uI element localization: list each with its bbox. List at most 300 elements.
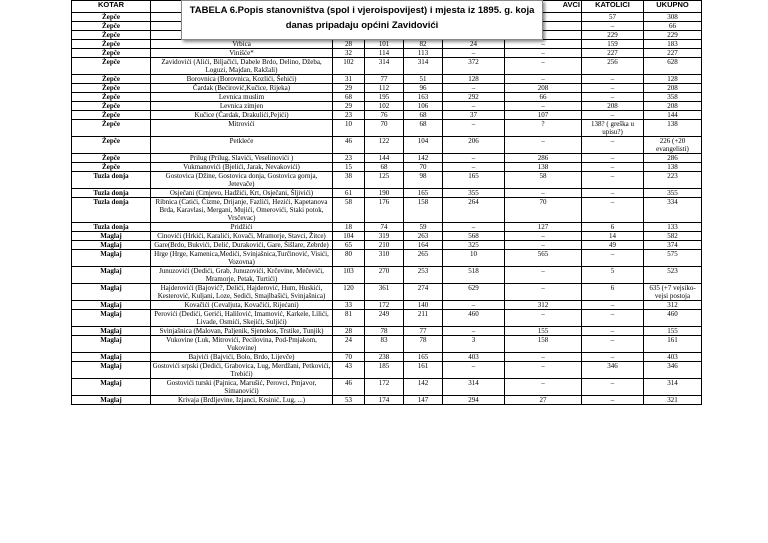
- cell-pravoslavci: –: [505, 49, 582, 58]
- cell-muski: 144: [365, 154, 404, 163]
- cell-katolici: –: [582, 301, 644, 310]
- cell-kotar: Maglaj: [72, 336, 151, 353]
- cell-ukupno: 229: [644, 31, 702, 40]
- cell-muslimani: 568: [443, 232, 505, 241]
- caption-line-2: danas pripadaju općini Zavidovići: [285, 20, 439, 31]
- cell-mjesto: Vukovine (Luk, Mitrovići, Pecilovina, Pod-Pmjakom, Vukovine): [151, 336, 333, 353]
- cell-katolici: –: [582, 396, 644, 405]
- cell-kotar: Žepče: [72, 93, 151, 102]
- cell-kuce: 53: [333, 396, 365, 405]
- cell-zenski: 104: [404, 137, 443, 154]
- cell-kotar: Maglaj: [72, 396, 151, 405]
- cell-katolici: 256: [582, 58, 644, 75]
- cell-katolici: 346: [582, 362, 644, 379]
- cell-muslimani: –: [443, 120, 505, 137]
- census-table: [71, 0, 702, 405]
- table-row: [72, 362, 702, 379]
- cell-muski: 314: [365, 58, 404, 75]
- cell-zenski: 51: [404, 75, 443, 84]
- cell-zenski: 165: [404, 189, 443, 198]
- cell-pravoslavci: –: [505, 40, 582, 49]
- cell-katolici: –: [582, 84, 644, 93]
- table-row: [72, 49, 702, 58]
- cell-ukupno: 321: [644, 396, 702, 405]
- cell-kotar: Tuzla donja: [72, 172, 151, 189]
- cell-zenski: 158: [404, 198, 443, 223]
- cell-kuce: 23: [333, 154, 365, 163]
- cell-muslimani: –: [443, 84, 505, 93]
- cell-pravoslavci: 138: [505, 163, 582, 172]
- table-row: [72, 120, 702, 137]
- cell-kotar: Tuzla donja: [72, 198, 151, 223]
- cell-kotar: Tuzla donja: [72, 223, 151, 232]
- header-kotar: KOTAR: [72, 1, 151, 13]
- cell-kotar: Žepče: [72, 13, 151, 22]
- cell-mjesto: Gare(Brdo, Bukvići, Delić, Durakovići, Gare, Šišlare, Zebrde): [151, 241, 333, 250]
- cell-kuce: 102: [333, 58, 365, 75]
- cell-kotar: Maglaj: [72, 310, 151, 327]
- cell-muslimani: 403: [443, 353, 505, 362]
- cell-zenski: 96: [404, 84, 443, 93]
- cell-muski: 319: [365, 232, 404, 241]
- cell-pravoslavci: –: [505, 284, 582, 301]
- cell-mjesto: Hrge (Hrge, Kamenica,Medići, Svinjašnica,Turčinović, Visići, Vozovna): [151, 250, 333, 267]
- cell-muslimani: –: [443, 327, 505, 336]
- cell-katolici: –: [582, 137, 644, 154]
- cell-katolici: –: [582, 154, 644, 163]
- cell-mjesto: Svinjašnica (Malovan, Paljenik, Sjenokos, Trstike, Tunjik): [151, 327, 333, 336]
- cell-pravoslavci: 107: [505, 111, 582, 120]
- cell-pravoslavci: –: [505, 189, 582, 198]
- cell-mjesto: Levnica zimjen: [151, 102, 333, 111]
- cell-katolici: –: [582, 163, 644, 172]
- cell-muski: 125: [365, 172, 404, 189]
- cell-ukupno: 208: [644, 102, 702, 111]
- cell-pravoslavci: 27: [505, 396, 582, 405]
- cell-kuce: 104: [333, 232, 365, 241]
- cell-kotar: Maglaj: [72, 284, 151, 301]
- cell-kotar: Žepče: [72, 49, 151, 58]
- cell-muslimani: 3: [443, 336, 505, 353]
- cell-muski: 74: [365, 223, 404, 232]
- cell-kuce: 65: [333, 241, 365, 250]
- cell-mjesto: Hajderovići (Bajović?, Delići, Hajderović, Hum, Huskići, Kesterović, Kuljani, Loze, Sedići, Smajlbašići, Svinjašnica): [151, 284, 333, 301]
- cell-kotar: Žepče: [72, 84, 151, 93]
- cell-muski: 249: [365, 310, 404, 327]
- table-row: [72, 189, 702, 198]
- cell-kuce: 28: [333, 40, 365, 49]
- cell-kotar: Žepče: [72, 111, 151, 120]
- cell-ukupno: 155: [644, 327, 702, 336]
- cell-mjesto: Gostovica (Džine, Gostovica donja, Gostovica gornja, Jetevače): [151, 172, 333, 189]
- cell-katolici: –: [582, 75, 644, 84]
- table-row: [72, 223, 702, 232]
- cell-zenski: 265: [404, 250, 443, 267]
- cell-muslimani: 292: [443, 93, 505, 102]
- cell-kuce: 28: [333, 327, 365, 336]
- cell-katolici: –: [582, 250, 644, 267]
- cell-katolici: –: [582, 93, 644, 102]
- cell-zenski: 68: [404, 111, 443, 120]
- cell-pravoslavci: 66: [505, 93, 582, 102]
- cell-ukupno: 208: [644, 84, 702, 93]
- cell-kotar: Žepče: [72, 58, 151, 75]
- cell-mjesto: Vinišće*: [151, 49, 333, 58]
- cell-muski: 270: [365, 267, 404, 284]
- cell-katolici: –: [582, 327, 644, 336]
- header-katolici: KATOLICI: [582, 1, 644, 13]
- cell-muslimani: 518: [443, 267, 505, 284]
- table-row: [72, 232, 702, 241]
- cell-zenski: 98: [404, 172, 443, 189]
- cell-ukupno: 346: [644, 362, 702, 379]
- cell-katolici: –: [582, 198, 644, 223]
- cell-kotar: Žepče: [72, 154, 151, 163]
- cell-pravoslavci: 565: [505, 250, 582, 267]
- cell-kuce: 29: [333, 84, 365, 93]
- table-body: [72, 13, 702, 405]
- cell-muski: 190: [365, 189, 404, 198]
- cell-mjesto: Perovići (Dedići, Gerići, Halilović, Imamović, Karkele, Lilići, Livade, Osmići, Skejići, Suljići): [151, 310, 333, 327]
- cell-kuce: 33: [333, 301, 365, 310]
- cell-katolici: –: [582, 22, 644, 31]
- cell-katolici: 138? ( greška u upisu?): [582, 120, 644, 137]
- cell-pravoslavci: –: [505, 58, 582, 75]
- table-row: [72, 267, 702, 284]
- table-row: [72, 353, 702, 362]
- cell-zenski: 142: [404, 379, 443, 396]
- cell-muski: 238: [365, 353, 404, 362]
- cell-mjesto: Kučice (Čardak, Drakulići,Pejići): [151, 111, 333, 120]
- cell-muslimani: –: [443, 301, 505, 310]
- cell-muslimani: 128: [443, 75, 505, 84]
- cell-pravoslavci: –: [505, 75, 582, 84]
- cell-mjesto: Krivaja (Brdljevine, Izjanci, Krsinić, Lug, ...): [151, 396, 333, 405]
- cell-muslimani: 460: [443, 310, 505, 327]
- cell-pravoslavci: ?: [505, 120, 582, 137]
- cell-muski: 210: [365, 241, 404, 250]
- cell-mjesto: Levnica muslim: [151, 93, 333, 102]
- cell-ukupno: 628: [644, 58, 702, 75]
- cell-muski: 185: [365, 362, 404, 379]
- cell-kotar: Žepče: [72, 22, 151, 31]
- cell-mjesto: Borovnica (Borovnica, Kozlići, Šehići): [151, 75, 333, 84]
- cell-zenski: 78: [404, 336, 443, 353]
- cell-pravoslavci: –: [505, 241, 582, 250]
- cell-muski: 122: [365, 137, 404, 154]
- table-row: [72, 250, 702, 267]
- cell-muslimani: 264: [443, 198, 505, 223]
- cell-pravoslavci: 127: [505, 223, 582, 232]
- cell-kotar: Maglaj: [72, 362, 151, 379]
- cell-mjesto: Gostovići srpski (Dedići, Grabovica, Lug, Merdžani, Petkovići, Trebići): [151, 362, 333, 379]
- cell-kuce: 32: [333, 49, 365, 58]
- table-row: [72, 58, 702, 75]
- cell-ukupno: 460: [644, 310, 702, 327]
- cell-kuce: 80: [333, 250, 365, 267]
- cell-pravoslavci: 312: [505, 301, 582, 310]
- cell-katolici: –: [582, 111, 644, 120]
- cell-katolici: –: [582, 189, 644, 198]
- cell-muslimani: 325: [443, 241, 505, 250]
- cell-kuce: 24: [333, 336, 365, 353]
- cell-muski: 76: [365, 111, 404, 120]
- cell-pravoslavci: –: [505, 267, 582, 284]
- cell-kuce: 58: [333, 198, 365, 223]
- cell-ukupno: 582: [644, 232, 702, 241]
- cell-ukupno: 403: [644, 353, 702, 362]
- cell-pravoslavci: –: [505, 379, 582, 396]
- cell-mjesto: Junuzovići (Dedići, Grab, Junuzovići, Krčevine, Mečevići, Mramorje, Petak, Turtići): [151, 267, 333, 284]
- cell-ukupno: 575: [644, 250, 702, 267]
- cell-kotar: Maglaj: [72, 250, 151, 267]
- cell-ukupno: 308: [644, 13, 702, 22]
- cell-mjesto: Gostovići turski (Pajnica, Marušić, Perovci, Pmjavor, Simanovići): [151, 379, 333, 396]
- cell-katolici: 227: [582, 49, 644, 58]
- cell-ukupno: 226 (+20 evangelisti): [644, 137, 702, 154]
- cell-kuce: 61: [333, 189, 365, 198]
- table-row: [72, 396, 702, 405]
- cell-muski: 112: [365, 84, 404, 93]
- cell-kotar: Tuzla donja: [72, 189, 151, 198]
- cell-muslimani: 37: [443, 111, 505, 120]
- cell-kotar: Žepče: [72, 40, 151, 49]
- cell-zenski: 274: [404, 284, 443, 301]
- cell-pravoslavci: 208: [505, 84, 582, 93]
- cell-muski: 174: [365, 396, 404, 405]
- table-row: [72, 241, 702, 250]
- cell-kotar: Maglaj: [72, 353, 151, 362]
- cell-pravoslavci: –: [505, 232, 582, 241]
- cell-mjesto: Osječani (Crnjevo, Hadžići, Krt, Osječani, Šljivići): [151, 189, 333, 198]
- table-row: [72, 198, 702, 223]
- cell-kuce: 120: [333, 284, 365, 301]
- cell-kuce: 68: [333, 93, 365, 102]
- header-ukupno: UKUPNO: [644, 1, 702, 13]
- cell-zenski: 263: [404, 232, 443, 241]
- cell-katolici: 208: [582, 102, 644, 111]
- cell-ukupno: 144: [644, 111, 702, 120]
- cell-ukupno: 374: [644, 241, 702, 250]
- cell-zenski: 211: [404, 310, 443, 327]
- table-row: [72, 111, 702, 120]
- cell-pravoslavci: –: [505, 362, 582, 379]
- cell-muslimani: 355: [443, 189, 505, 198]
- table-row: [72, 84, 702, 93]
- table-row: [72, 163, 702, 172]
- cell-katolici: –: [582, 353, 644, 362]
- cell-pravoslavci: –: [505, 102, 582, 111]
- cell-ukupno: 138: [644, 163, 702, 172]
- cell-zenski: 253: [404, 267, 443, 284]
- cell-kuce: 43: [333, 362, 365, 379]
- cell-katolici: 6: [582, 223, 644, 232]
- cell-pravoslavci: 158: [505, 336, 582, 353]
- cell-zenski: 165: [404, 353, 443, 362]
- cell-muski: 68: [365, 163, 404, 172]
- cell-kuce: 46: [333, 379, 365, 396]
- cell-ukupno: 312: [644, 301, 702, 310]
- cell-zenski: 164: [404, 241, 443, 250]
- cell-katolici: 57: [582, 13, 644, 22]
- cell-katolici: 5: [582, 267, 644, 284]
- table-row: [72, 310, 702, 327]
- cell-katolici: 229: [582, 31, 644, 40]
- table-row: [72, 154, 702, 163]
- cell-zenski: 70: [404, 163, 443, 172]
- cell-muski: 310: [365, 250, 404, 267]
- cell-kuce: 38: [333, 172, 365, 189]
- cell-ukupno: 138: [644, 120, 702, 137]
- table-row: [72, 172, 702, 189]
- cell-katolici: 159: [582, 40, 644, 49]
- cell-kotar: Maglaj: [72, 232, 151, 241]
- table-row: [72, 40, 702, 49]
- header-pravoslavci: AVCI: [505, 1, 582, 13]
- cell-zenski: 147: [404, 396, 443, 405]
- cell-kotar: Maglaj: [72, 379, 151, 396]
- cell-kuce: 31: [333, 75, 365, 84]
- cell-kuce: 23: [333, 111, 365, 120]
- table-row: [72, 327, 702, 336]
- cell-muslimani: 24: [443, 40, 505, 49]
- cell-mjesto: Pridžići: [151, 223, 333, 232]
- cell-ukupno: 286: [644, 154, 702, 163]
- cell-pravoslavci: 58: [505, 172, 582, 189]
- cell-kotar: Žepče: [72, 137, 151, 154]
- cell-muslimani: 206: [443, 137, 505, 154]
- cell-muski: 172: [365, 301, 404, 310]
- cell-kotar: Žepče: [72, 75, 151, 84]
- cell-ukupno: 523: [644, 267, 702, 284]
- cell-pravoslavci: 286: [505, 154, 582, 163]
- cell-zenski: 113: [404, 49, 443, 58]
- cell-pravoslavci: –: [505, 137, 582, 154]
- cell-mjesto: Vrbica: [151, 40, 333, 49]
- cell-mjesto: Prilug (Prilug, Slavići, Veselinovići ): [151, 154, 333, 163]
- cell-ukupno: 227: [644, 49, 702, 58]
- cell-katolici: –: [582, 336, 644, 353]
- cell-muslimani: 294: [443, 396, 505, 405]
- cell-zenski: 59: [404, 223, 443, 232]
- cell-katolici: 6: [582, 284, 644, 301]
- cell-kuce: 103: [333, 267, 365, 284]
- cell-mjesto: Zavidovići (Alići, Biljačići, Dabele Brdo, Delino, Džeba, Loguzi, Majdan, Rakžali): [151, 58, 333, 75]
- cell-pravoslavci: –: [505, 353, 582, 362]
- cell-kotar: Maglaj: [72, 301, 151, 310]
- cell-zenski: 68: [404, 120, 443, 137]
- cell-muslimani: 165: [443, 172, 505, 189]
- cell-muslimani: 10: [443, 250, 505, 267]
- cell-kuce: 18: [333, 223, 365, 232]
- table-row: [72, 137, 702, 154]
- cell-ukupno: 334: [644, 198, 702, 223]
- cell-ukupno: 314: [644, 379, 702, 396]
- cell-mjesto: Čardak (Bećirović,Kučice, Rijeka): [151, 84, 333, 93]
- cell-muslimani: –: [443, 49, 505, 58]
- caption-line-1: TABELA 6.Popis stanovništva (spol i vjeroispovijest) i mjesta iz 1895. g. koja: [189, 5, 535, 16]
- cell-muski: 176: [365, 198, 404, 223]
- cell-muski: 195: [365, 93, 404, 102]
- cell-muslimani: –: [443, 223, 505, 232]
- cell-pravoslavci: 70: [505, 198, 582, 223]
- cell-muski: 101: [365, 40, 404, 49]
- cell-kotar: Žepče: [72, 31, 151, 40]
- table-row: [72, 301, 702, 310]
- cell-ukupno: 223: [644, 172, 702, 189]
- cell-zenski: 163: [404, 93, 443, 102]
- cell-katolici: –: [582, 310, 644, 327]
- cell-zenski: 161: [404, 362, 443, 379]
- cell-zenski: 140: [404, 301, 443, 310]
- cell-muslimani: –: [443, 362, 505, 379]
- cell-muslimani: –: [443, 154, 505, 163]
- table-caption: [181, 0, 543, 40]
- cell-kotar: Maglaj: [72, 267, 151, 284]
- cell-ukupno: 635 (+7 vejsiko-vejsi postoja: [644, 284, 702, 301]
- table-row: [72, 75, 702, 84]
- table-row: [72, 102, 702, 111]
- cell-ukupno: 358: [644, 93, 702, 102]
- cell-mjesto: Mitrovići: [151, 120, 333, 137]
- cell-muski: 172: [365, 379, 404, 396]
- cell-muski: 70: [365, 120, 404, 137]
- cell-muslimani: 629: [443, 284, 505, 301]
- cell-katolici: 14: [582, 232, 644, 241]
- cell-muski: 77: [365, 75, 404, 84]
- cell-mjesto: Petkleće: [151, 137, 333, 154]
- cell-zenski: 314: [404, 58, 443, 75]
- cell-muslimani: –: [443, 163, 505, 172]
- cell-kuce: 29: [333, 102, 365, 111]
- cell-zenski: 106: [404, 102, 443, 111]
- cell-kuce: 81: [333, 310, 365, 327]
- cell-kotar: Žepče: [72, 102, 151, 111]
- cell-zenski: 77: [404, 327, 443, 336]
- cell-ukupno: 66: [644, 22, 702, 31]
- cell-pravoslavci: –: [505, 310, 582, 327]
- cell-mjesto: Vukmanovići (Bjelići, Jarak, Nevakovići): [151, 163, 333, 172]
- cell-katolici: –: [582, 379, 644, 396]
- cell-muski: 83: [365, 336, 404, 353]
- cell-ukupno: 183: [644, 40, 702, 49]
- table-row: [72, 284, 702, 301]
- table-row: [72, 93, 702, 102]
- cell-ukupno: 133: [644, 223, 702, 232]
- cell-mjesto: Bajvići (Bajvići, Bolo, Brdo, Lijevče): [151, 353, 333, 362]
- cell-kotar: Maglaj: [72, 327, 151, 336]
- cell-mjesto: Cinovići (Hrkići, Karalići, Kovači, Mramorje, Stavci, Žitce): [151, 232, 333, 241]
- cell-kuce: 46: [333, 137, 365, 154]
- cell-kotar: Žepče: [72, 120, 151, 137]
- cell-katolici: –: [582, 172, 644, 189]
- cell-kotar: Žepče: [72, 163, 151, 172]
- cell-mjesto: Ribnica (Ćatići, Čizme, Drijanje, Fazlići, Hezići, Kapetanova Brda, Karavlasi, Mergani, Mujići, Omerovići, Staki potok, Vrsčevac): [151, 198, 333, 223]
- cell-katolici: 49: [582, 241, 644, 250]
- cell-kotar: Maglaj: [72, 241, 151, 250]
- cell-kuce: 15: [333, 163, 365, 172]
- cell-pravoslavci: 155: [505, 327, 582, 336]
- cell-zenski: 82: [404, 40, 443, 49]
- cell-zenski: 142: [404, 154, 443, 163]
- cell-muski: 102: [365, 102, 404, 111]
- cell-muski: 78: [365, 327, 404, 336]
- cell-ukupno: 161: [644, 336, 702, 353]
- cell-muslimani: 314: [443, 379, 505, 396]
- cell-kuce: 10: [333, 120, 365, 137]
- cell-ukupno: 128: [644, 75, 702, 84]
- cell-muslimani: 372: [443, 58, 505, 75]
